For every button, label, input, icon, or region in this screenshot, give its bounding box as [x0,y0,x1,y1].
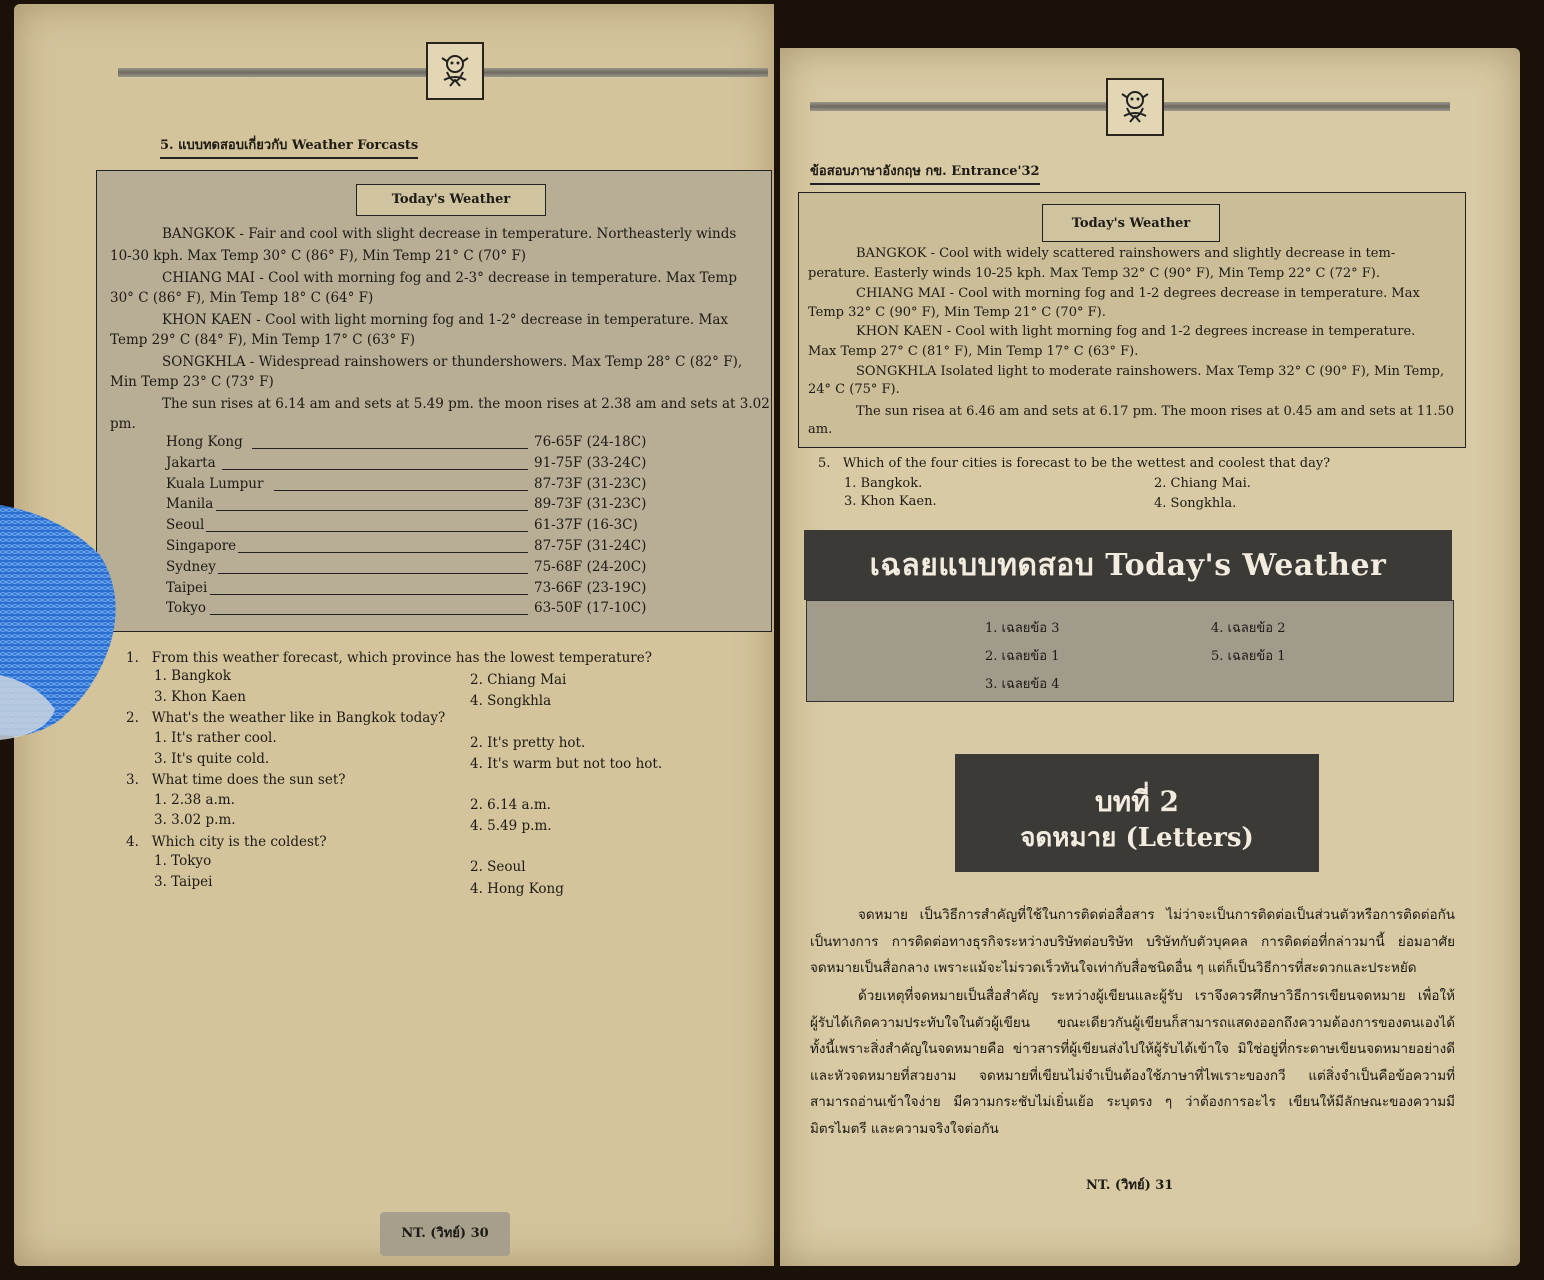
logo-icon [426,42,484,100]
leader-line [216,510,528,511]
left-page [14,4,774,1266]
city-row [166,538,666,559]
city-row [166,600,666,621]
city-temperature: 91-75F (33-24C) [534,454,647,471]
option: 4. It's warm but not too hot. [470,756,663,772]
answer-item: 4. เฉลยข้อ 2 [1211,621,1286,636]
weather-line: Max Temp 27° C (81° F), Min Temp 17° C (63° F). [808,344,1139,359]
question: 1. From this weather forecast, which province has the lowest temperature? [126,650,652,666]
city-row [166,434,666,455]
city-name: Jakarta [166,454,216,471]
leader-line [206,531,528,532]
weather-box-title: Today's Weather [356,184,546,216]
weather-line: BANGKOK - Cool with widely scattered rainshowers and slightly decrease in tem- [856,246,1396,261]
section-title: ข้อสอบภาษาอังกฤษ กข. Entrance'32 [810,160,1040,185]
weather-line: perature. Easterly winds 10-25 kph. Max Temp 32° C (90° F), Min Temp 22° C (72° F). [808,266,1381,281]
question: 4. Which city is the coldest? [126,834,327,850]
leader-line [238,552,528,553]
weather-line: Temp 32° C (90° F), Min Temp 21° C (70° F). [808,305,1106,320]
city-name: Seoul [166,517,205,534]
weather-line: SONGKHLA - Widespread rainshowers or thundershowers. Max Temp 28° C (82° F), [162,354,743,370]
city-temperature: 89-73F (31-23C) [534,496,647,513]
option: 3. Taipei [154,874,213,890]
city-row [166,455,666,476]
body-paragraph: ด้วยเหตุที่จดหมายเป็นสื่อสำคัญ ระหว่างผู้เขียนและผู้รับ เราจึงควรศึกษาวิธีการเขียนจดหมาย เพื่อให้ผู้รับได้เกิดความประทับใจในตัวผู้เขียน ขณะเดียวกันผู้เขียนก็สามารถแสดงออกถึงความต้องการของตนเองได้ ทั้งนี้เพราะสิ่งสำคัญในจดหมายคือ ข่าวสารที่ผู้เขียนส่งไปให้ผู้รับได้เข้าใจ มิใช่อยู่ที่กระดาษเขียนจดหมายอย่างดี และหัวจดหมายที่สวยงาม จดหมายที่เขียนไม่จำเป็นต้องใช้ภาษาที่ไพเราะของกวี แต่สิ่งจำเป็นคือข้อความที่สามารถอ่านเข้าใจง่าย มีความกระชับไม่เยิ่นเย้อ ระบุตรง ๆ ว่าต้องการอะไร เขียนให้มีลักษณะของความมีมิตรไมตรี และความจริงใจต่อกัน [810,988,1455,1137]
page-number: NT. (วิทย์) 31 [1086,1178,1174,1193]
city-name: Sydney [166,558,216,575]
right-page [780,48,1520,1266]
weather-line: CHIANG MAI - Cool with morning fog and 2-3° decrease in temperature. Max Temp [162,270,737,286]
city-temperature: 73-66F (23-19C) [534,579,647,596]
answer-key-box [806,600,1454,702]
option: 2. Chiang Mai [470,672,567,688]
option: 3. Khon Kaen [154,689,246,705]
option: 3. It's quite cold. [154,751,270,767]
answer-item: 2. เฉลยข้อ 1 [985,649,1060,664]
section-title: 5. แบบทดสอบเกี่ยวกับ Weather Forcasts [160,134,418,159]
leader-line [274,490,528,491]
answer-item: 3. เฉลยข้อ 4 [985,677,1060,692]
chapter-heading [955,754,1319,872]
city-temperature: 63-50F (17-10C) [534,600,647,617]
option: 1. 2.38 a.m. [154,792,235,808]
weather-line: Min Temp 23° C (73° F) [110,374,274,390]
city-temperature: 87-73F (31-23C) [534,475,647,492]
weather-line: SONGKHLA Isolated light to moderate rainshowers. Max Temp 32° C (90° F), Min Temp, [856,364,1445,379]
city-name: Manila [166,496,214,513]
option: 1. Bangkok. [844,476,923,491]
question: 3. What time does the sun set? [126,772,346,788]
option: 2. 6.14 a.m. [470,797,551,813]
city-row [166,517,666,538]
option: 4. Hong Kong [470,881,564,897]
weather-line: 10-30 kph. Max Temp 30° C (86° F), Min Temp 21° C (70° F) [110,248,527,264]
city-row [166,496,666,517]
option: 4. Songkhla [470,693,552,709]
city-name: Tokyo [166,600,207,617]
option: 3. Khon Kaen. [844,494,937,509]
city-name: Singapore [166,538,237,554]
weather-line: pm. [110,416,136,432]
leader-line [218,573,528,574]
city-temperature: 75-68F (24-20C) [534,558,647,575]
body-paragraph: จดหมาย เป็นวิธีการสำคัญที่ใช้ในการติดต่อสื่อสาร ไม่ว่าจะเป็นการติดต่อเป็นส่วนตัวหรือการติดต่อกันเป็นทางการ การติดต่อทางธุรกิจระหว่างบริษัทต่อบริษัท บริษัทกับตัวบุคคล การติดต่อที่กล่าวมานี้ ย่อมอาศัยจดหมายเป็นสื่อกลาง เพราะแม้จะไม่รวดเร็วทันใจเท่ากับสื่อชนิดอื่น ๆ แต่ก็เป็นวิธีการที่สะดวกและประหยัด [810,907,1455,976]
option: 3. 3.02 p.m. [154,812,236,828]
blue-clip-object [0,495,118,745]
weather-line: The sun risea at 6.46 am and sets at 6.17 pm. The moon rises at 0.45 am and sets at 11.50 [856,404,1455,419]
weather-line: am. [808,422,833,437]
answer-item: 1. เฉลยข้อ 3 [985,621,1060,636]
weather-box-title: Today's Weather [1042,204,1220,242]
option: 2. It's pretty hot. [470,735,586,751]
city-name: Kuala Lumpur [166,475,264,492]
option: 4. Songkhla. [1154,496,1237,511]
logo-icon [1106,78,1164,136]
city-row [166,580,666,601]
city-name: Hong Kong [166,434,243,450]
city-row [166,559,666,580]
option: 2. Seoul [470,859,526,875]
city-name: Taipei [166,579,208,596]
weather-line: CHIANG MAI - Cool with morning fog and 1-2 degrees decrease in temperature. Max [856,286,1420,301]
weather-line: The sun rises at 6.14 am and sets at 5.49 pm. the moon rises at 2.38 am and sets at 3.02 [162,396,770,412]
weather-line: BANGKOK - Fair and cool with slight decrease in temperature. Northeasterly winds [162,226,737,242]
chapter-number: บทที่ 2 [1095,785,1179,818]
leader-line [252,448,528,449]
city-temperature: 76-65F (24-18C) [534,434,647,450]
option: 1. Bangkok [154,668,231,684]
leader-line [210,614,528,615]
answer-key-title: เฉลยแบบทดสอบ Today's Weather [804,530,1452,600]
question: 5. Which of the four cities is forecast to be the wettest and coolest that day? [818,456,1331,471]
question: 2. What's the weather like in Bangkok today? [126,710,446,726]
weather-line: 30° C (86° F), Min Temp 18° C (64° F) [110,290,374,306]
weather-line: 24° C (75° F). [808,382,900,397]
option: 4. 5.49 p.m. [470,818,552,834]
weather-line: KHON KAEN - Cool with light morning fog and 1-2° decrease in temperature. Max [162,312,729,328]
city-row [166,476,666,497]
leader-line [210,594,528,595]
option: 1. Tokyo [154,853,212,869]
weather-line: Temp 29° C (84° F), Min Temp 17° C (63° F) [110,332,415,348]
page-number: NT. (วิทย์) 30 [380,1212,510,1256]
option: 2. Chiang Mai. [1154,476,1251,491]
option: 1. It's rather cool. [154,730,277,746]
city-temperature: 87-75F (31-24C) [534,538,647,554]
leader-line [222,469,528,470]
city-temperature: 61-37F (16-3C) [534,517,638,534]
answer-item: 5. เฉลยข้อ 1 [1211,649,1286,664]
chapter-title: จดหมาย (Letters) [1020,823,1254,853]
weather-line: KHON KAEN - Cool with light morning fog and 1-2 degrees increase in temperature. [856,324,1416,339]
